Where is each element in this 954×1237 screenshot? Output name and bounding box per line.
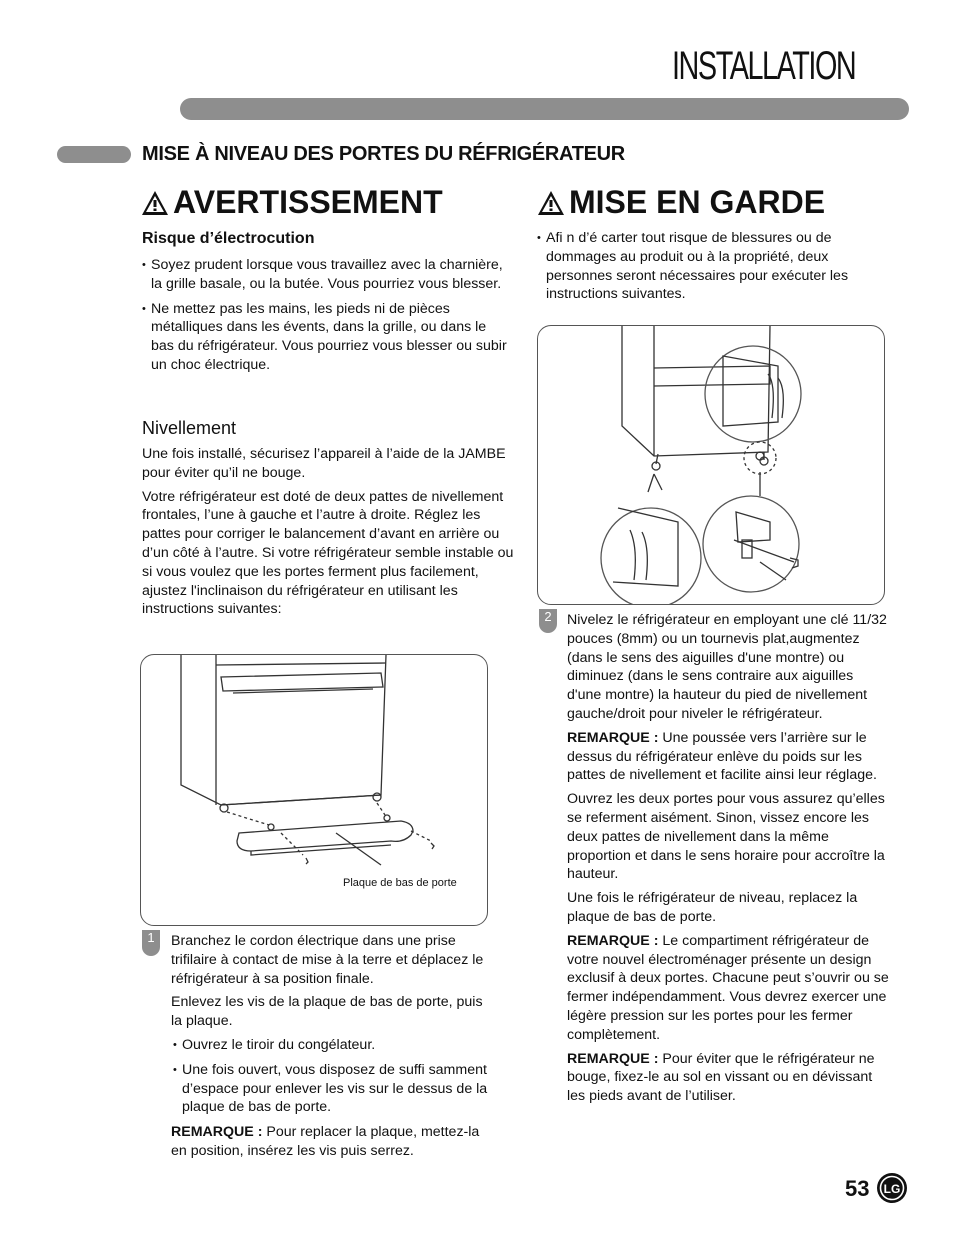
caution-heading — [537, 184, 825, 221]
warning-bullet: • Soyez prudent lorsque vous travaillez avec la charnière, la grille basale, ou la butée. Vous pourriez vous blesser. — [142, 256, 512, 294]
leveling-paragraph: Une fois installé, sécurisez l’appareil à l’aide de la JAMBE pour éviter qu’il ne bouge. — [142, 446, 506, 481]
caution-bullets — [537, 229, 887, 310]
figure-leveling-legs — [537, 325, 885, 605]
lg-logo-icon — [876, 1172, 908, 1204]
step-1-bullet: • Ouvrez le tiroir du congélateur. — [173, 1036, 489, 1055]
note-text: Pour replacer la plaque, mettez-la en position, insérez les vis puis serrez. — [171, 1124, 480, 1159]
step-1-bullets — [173, 1036, 489, 1117]
note-label: REMARQUE : — [567, 932, 659, 949]
step-2-note — [567, 1050, 889, 1106]
warning-heading-text: AVERTISSEMENT — [173, 184, 443, 220]
step-1-paragraph: Branchez le cordon électrique dans une prise trifilaire à contact de mise à la terre et déplacez le réfrigérateur à sa position finale. — [171, 933, 484, 987]
step-2-note — [567, 729, 889, 785]
step-2-badge: 2 — [539, 609, 557, 633]
note-text: Le compartiment réfrigérateur de votre nouvel électroménager présente un design exclusif à deux portes. Chacune peut s’ouvrir ou se fermer indépendamment. Vous devrez exercer une légère pression sur les portes pour les fermer complètement. — [567, 932, 889, 1043]
warning-bullet: • Ne mettez pas les mains, les pieds ni de pièces métalliques dans les évents, dans la grille, ou dans le bas du réfrigérateur. Vous pourriez vous blesser ou subir un choc électrique. — [142, 300, 512, 375]
step-1-note — [171, 1123, 489, 1161]
warning-icon — [537, 190, 565, 216]
note-label: REMARQUE : — [171, 1124, 263, 1141]
refrigerator-base-illustration — [141, 655, 487, 925]
caution-heading-text: MISE EN GARDE — [569, 184, 826, 220]
step-1-bullet: • Une fois ouvert, vous disposez de suffi samment d’espace pour enlever les vis sur le dessus de la plaque de bas de porte. — [173, 1061, 489, 1117]
leveling-heading: Nivellement — [142, 418, 237, 438]
step-2-note — [567, 932, 889, 1045]
step-2-content — [567, 611, 889, 1111]
note-text: Une poussée vers l’arrière sur le dessus du réfrigérateur enlève du poids sur les pattes de nivellement et facilite ainsi leur réglage. — [567, 729, 877, 784]
leveling-leg-illustration — [538, 326, 884, 604]
step-2-paragraph: Nivelez le réfrigérateur en employant une clé 11/32 pouces (8mm) ou un tournevis plat,augmentez (dans le sens des aiguilles d'une montre) ou diminuez (dans le sens contraire aux aiguilles d'une montre) la hauteur du pied de nivellement gauche/droit pour niveler le réfrigérateur. — [567, 612, 887, 722]
section-title: MISE À NIVEAU DES PORTES DU RÉFRIGÉRATEUR — [142, 143, 625, 165]
page-number: 53 — [845, 1176, 870, 1201]
note-text: Pour éviter que le réfrigérateur ne bouge, fixez-le au sol en vissant ou en dévissant les pieds avant de l’utiliser. — [567, 1050, 875, 1105]
step-2-paragraph: Une fois le réfrigérateur de niveau, replacez la plaque de bas de porte. — [567, 890, 858, 925]
step-1-content — [171, 932, 489, 1166]
figure-door-plate — [140, 654, 488, 926]
section-bar — [57, 146, 131, 163]
header-bar — [180, 98, 909, 120]
warning-bullets — [142, 256, 512, 381]
step-1-badge: 1 — [142, 930, 160, 956]
figure-caption: Plaque de bas de porte — [343, 877, 457, 889]
leveling-text — [142, 445, 514, 624]
warning-subheading: Risque d’électrocution — [142, 230, 315, 247]
page-title: INSTALLATION — [672, 44, 856, 88]
warning-heading — [141, 184, 443, 221]
caution-bullet: • Afi n d’é carter tout risque de blessures ou de dommages au produit ou à la propriété, deux personnes seront nécessaires pour exécuter les instructions suivantes. — [537, 229, 887, 304]
note-label: REMARQUE : — [567, 729, 659, 746]
note-label: REMARQUE : — [567, 1050, 659, 1067]
lg-logo-text: LG — [883, 1182, 901, 1196]
step-2-paragraph: Ouvrez les deux portes pour vous assurez qu’elles se referment aisément. Sinon, vissez encore les deux pattes de nivellement dans la même proportion et dans le sens horaire pour accroître la hauteur. — [567, 791, 885, 883]
warning-icon — [141, 190, 169, 216]
leveling-paragraph: Votre réfrigérateur est doté de deux pattes de nivellement frontales, l’une à gauche et l’autre à droite. Réglez les pattes pour corriger le balancement d’avant en arrière ou d’un côté à l’autre. Si votre réfrigérateur semble instable ou si vous voulez que les portes ferment plus facilement, ajustez l'inclinaison du réfrigérateur en utilisant les instructions suivantes: — [142, 488, 514, 618]
step-1-paragraph: Enlevez les vis de la plaque de bas de porte, puis la plaque. — [171, 994, 483, 1030]
